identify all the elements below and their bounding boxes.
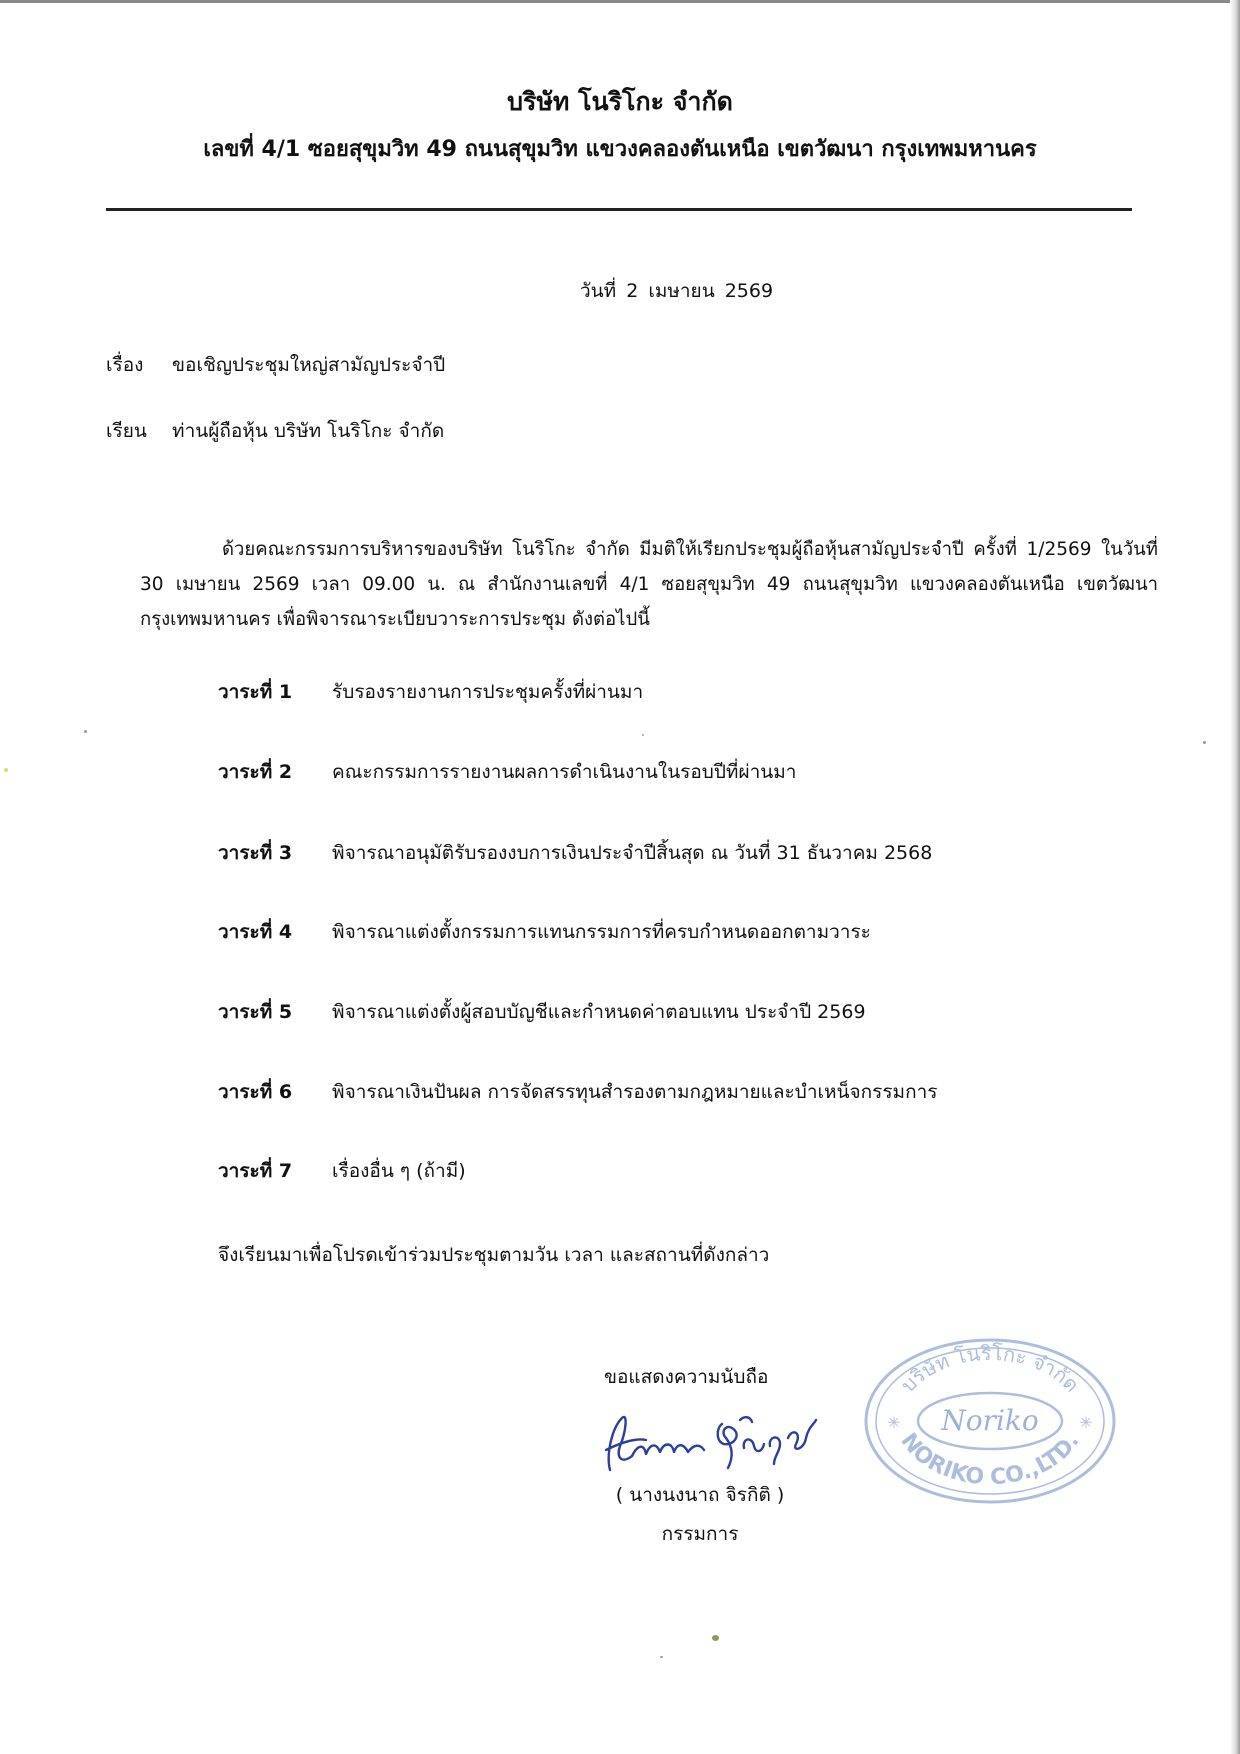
agenda-number: วาระที่ 2 [218, 761, 293, 783]
agenda-item-7 [218, 1156, 466, 1186]
recipient-label: เรียน [106, 420, 147, 442]
company-name: บริษัท โนริโกะ จำกัด [507, 87, 733, 116]
signer-position: กรรมการ [661, 1523, 739, 1545]
agenda-number: วาระที่ 5 [218, 1001, 293, 1023]
letter-date: วันที่ 2 เมษายน 2569 [580, 280, 774, 302]
subject-label: เรื่อง [106, 354, 144, 376]
agenda-text: เรื่องอื่น ๆ (ถ้ามี) [332, 1160, 466, 1182]
scan-speck [712, 1635, 719, 1641]
agenda-number: วาระที่ 1 [218, 681, 293, 703]
agenda-text: คณะกรรมการรายงานผลการดำเนินงานในรอบปีที่ผ่านมา [332, 761, 797, 783]
company-address: เลขที่ 4/1 ซอยสุขุมวิท 49 ถนนสุขุมวิท แขวงคลองตันเหนือ เขตวัฒนา กรุงเทพมหานคร [203, 137, 1037, 162]
agenda-item-5 [218, 997, 866, 1027]
seal-thai-text: บริษัท โนริโกะ จำกัด [895, 1340, 1085, 1397]
header-divider [106, 208, 1132, 211]
agenda-item-6 [218, 1077, 937, 1107]
scan-speck [84, 730, 87, 733]
subject-line [106, 350, 445, 380]
scan-edge-right [1230, 0, 1240, 1754]
regards-text: ขอแสดงความนับถือ [604, 1366, 769, 1388]
agenda-item-4 [218, 917, 871, 947]
seal-logo-text: Noriko [941, 1404, 1039, 1437]
agenda-text: พิจารณาแต่งตั้งกรรมการแทนกรรมการที่ครบกำหนดออกตามวาระ [332, 921, 871, 943]
agenda-number: วาระที่ 7 [218, 1160, 293, 1182]
agenda-text: พิจารณาอนุมัติรับรองงบการเงินประจำปีสิ้นสุด ณ วันที่ 31 ธันวาคม 2568 [332, 842, 933, 864]
agenda-number: วาระที่ 3 [218, 842, 293, 864]
scan-speck [642, 734, 644, 736]
agenda-item-2 [218, 757, 796, 787]
seal-star-icon: ✳ [1079, 1413, 1093, 1432]
agenda-text: พิจารณาเงินปันผล การจัดสรรทุนสำรองตามกฎหมายและบำเหน็จกรรมการ [332, 1081, 938, 1103]
subject-text: ขอเชิญประชุมใหญ่สามัญประจำปี [172, 354, 446, 376]
seal-star-icon: ✳ [887, 1413, 901, 1432]
agenda-item-3 [218, 838, 932, 868]
seal-english-text: NORIKO CO.,LTD. [895, 1428, 1085, 1491]
signer-name: ( นางนงนาถ จิรกิติ ) [615, 1484, 785, 1506]
scan-speck [4, 768, 8, 772]
company-seal [858, 1334, 1122, 1508]
scan-speck [660, 1656, 663, 1658]
agenda-number: วาระที่ 4 [218, 921, 293, 943]
agenda-text: พิจารณาแต่งตั้งผู้สอบบัญชีและกำหนดค่าตอบแทน ประจำปี 2569 [332, 1001, 866, 1023]
body-paragraph: ด้วยคณะกรรมการบริหารของบริษัท โนริโกะ จำกัด มีมติให้เรียกประชุมผู้ถือหุ้นสามัญประจำปี ครั้งที่ 1/2569 ในวันที่ 30 เมษายน 2569 เวลา 09.00 น. ณ สำนักงานเลขที่ 4/1 ซอยสุขุมวิท 49 ถนนสุขุมวิท แขวงคลองตันเหนือ เขตวัฒนา กรุงเทพมหานคร เพื่อพิจารณาระเบียบวาระการประชุม ดังต่อไปนี้ [140, 539, 1158, 630]
handwritten-signature [592, 1398, 822, 1480]
recipient-text: ท่านผู้ถือหุ้น บริษัท โนริโกะ จำกัด [172, 420, 445, 442]
scan-edge-top [0, 0, 1240, 3]
scan-speck [1203, 741, 1206, 744]
agenda-number: วาระที่ 6 [218, 1081, 293, 1103]
closing-sentence: จึงเรียนมาเพื่อโปรดเข้าร่วมประชุมตามวัน เวลา และสถานที่ดังกล่าว [218, 1244, 770, 1266]
agenda-text: รับรองรายงานการประชุมครั้งที่ผ่านมา [332, 681, 644, 703]
recipient-line [106, 416, 444, 446]
agenda-item-1 [218, 677, 643, 707]
